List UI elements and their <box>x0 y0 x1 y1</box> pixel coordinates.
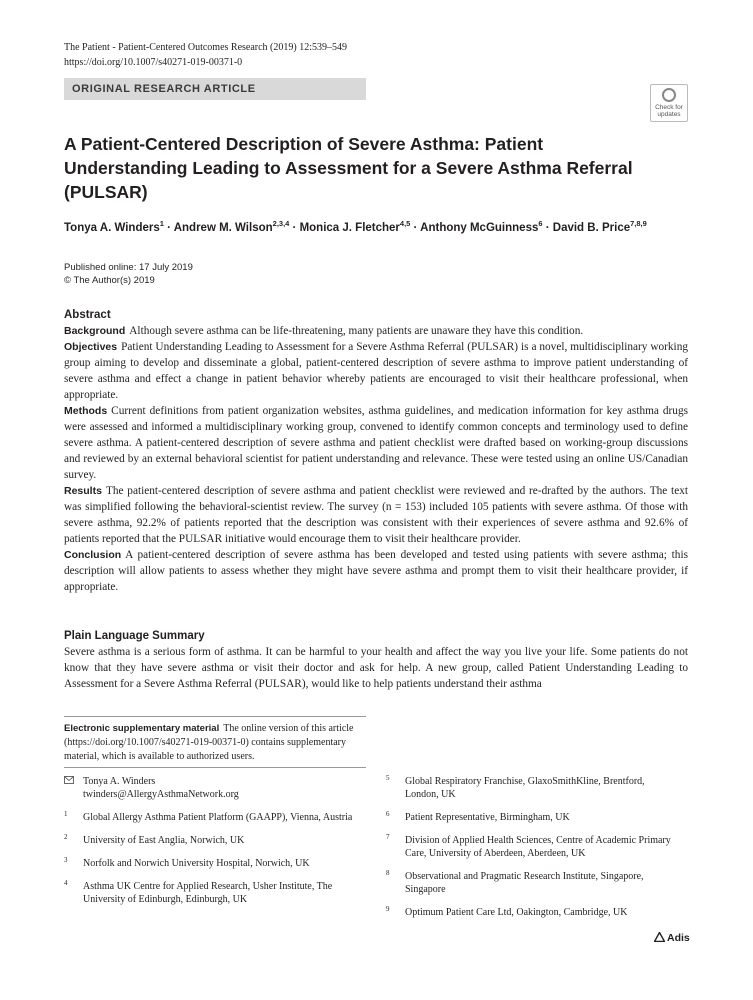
publisher-name: Adis <box>667 932 690 944</box>
footnote-divider <box>64 716 366 717</box>
doi-link[interactable]: https://doi.org/10.1007/s40271-019-00371-0 <box>64 57 243 68</box>
affiliation-item: 4 Asthma UK Centre for Applied Research, Usher Institute, The University of Edinburgh, Edinburgh, UK <box>64 879 333 905</box>
adis-triangle-icon <box>654 932 665 942</box>
author-list <box>64 219 647 234</box>
publication-info <box>64 261 193 287</box>
badge-line2: updates <box>657 111 681 118</box>
abstract <box>64 307 688 595</box>
author-separator: · <box>410 221 421 234</box>
affiliation-item: 2 University of East Anglia, Norwich, UK <box>64 833 245 846</box>
author[interactable]: David B. Price$^{7,8,9}$ <box>552 219 647 234</box>
abstract-heading: Abstract <box>64 309 111 321</box>
abstract-background: Background Although severe asthma can be life-threatening, many patients are unaware they have this condition. <box>64 325 584 337</box>
supplementary-material-note <box>64 722 364 764</box>
affiliation-item: 7 Division of Applied Health Sciences, Centre of Academic Primary Care, University of Aberdeen, Aberdeen, UK <box>386 833 671 859</box>
pls-text: Severe asthma is a serious form of asthma. It can be harmful to your health and affect the way you live your life. Some patients do not know that they have severe asthma or visit their doctor and ask for help. A new group, called Patient Understanding Leading to Assessment for a Severe Asthma Referral (PULSAR), would like to help patients understand their asthma <box>64 646 688 690</box>
check-updates-icon <box>662 88 676 102</box>
plain-language-summary <box>64 628 688 692</box>
affiliations-right <box>386 775 676 929</box>
affiliation-item: 6 Patient Representative, Birmingham, UK <box>386 810 570 823</box>
abstract-methods: Methods Current definitions from patient organization websites, asthma guidelines, and medication information for key asthma drugs were assessed and informed a multidisciplinary working group, convened to identify common concepts and terminology used to define severe asthma. A patient-centered description of severe asthma and patient checklist were drafted based on working-group discussions and reviewed by an external behavioral scientist for patient understanding and relevance. These were tested using an online US/Canadian survey. <box>64 405 688 481</box>
affiliation-item: 3 Norfolk and Norwich University Hospital, Norwich, UK <box>64 856 310 869</box>
abstract-objectives: Objectives Patient Understanding Leading to Assessment for a Severe Asthma Referral (PULSAR) is a novel, multidisciplinary working group aiming to develop and disseminate a global, patient-centered description of severe asthma to improve patient understanding of severe asthma and effect a change in patient behavior whereby patients are encouraged to visit their healthcare professional, when appropriate. <box>64 341 688 401</box>
journal-citation <box>64 40 347 70</box>
article-title: A Patient-Centered Description of Severe Asthma: Patient Understanding Leading to Assessment for a Severe Asthma Referral (PULSAR) <box>64 134 633 202</box>
author[interactable]: Andrew M. Wilson$^{2,3,4}$ <box>173 219 290 234</box>
abstract-conclusion: Conclusion A patient-centered description of severe asthma has been developed and tested using patients with severe asthma; this description will allow patients to assess whether they might have severe asthma and prompt them to visit their healthcare provider, if appropriate. <box>64 549 688 593</box>
envelope-icon <box>64 776 74 784</box>
esm-text[interactable]: The online version of this article (https://doi.org/10.1007/s40271-019-00371-0) contains supplementary material, which is available to authorized users. <box>64 723 354 762</box>
abstract-results: Results The patient-centered description of severe asthma and patient checklist were reviewed and re-drafted by the authors. The text was simplified following the behavioral-scientist review. The survey (n = 153) included 105 patients with severe asthma. Of those with severe asthma, 92.2% of patients reported that the description was consistent with their experiences of severe asthma and 92.6% of patients reported that the PULSAR initiative would encourage them to visit their healthcare provider. <box>64 485 688 545</box>
author-separator: · <box>163 221 174 234</box>
esm-lead: Electronic supplementary material <box>64 723 220 734</box>
publisher-logo <box>654 932 690 944</box>
copyright: © The Author(s) 2019 <box>64 275 155 286</box>
correspondence <box>64 775 354 801</box>
affiliation-item: 9 Optimum Patient Care Ltd, Oakington, Cambridge, UK <box>386 905 628 918</box>
badge-line1: Check for <box>655 104 683 111</box>
author-separator: · <box>289 221 300 234</box>
correspondence-name: Tonya A. Winders <box>83 776 156 787</box>
affiliation-item: 1 Global Allergy Asthma Patient Platform (GAAPP), Vienna, Austria <box>64 810 353 823</box>
affiliations-left <box>64 775 354 916</box>
affiliation-item: 8 Observational and Pragmatic Research Institute, Singapore, Singapore <box>386 869 644 895</box>
check-for-updates-badge[interactable] <box>650 84 688 122</box>
affiliations-divider <box>64 767 366 768</box>
journal-reference: The Patient - Patient-Centered Outcomes Research (2019) 12:539–549 <box>64 42 347 53</box>
author[interactable]: Tonya A. Winders$^1$ <box>64 219 164 234</box>
author[interactable]: Anthony McGuinness$^6$ <box>420 219 543 234</box>
pls-heading: Plain Language Summary <box>64 630 205 642</box>
correspondence-email[interactable]: twinders@AllergyAsthmaNetwork.org <box>83 789 239 800</box>
affiliation-item: 5 Global Respiratory Franchise, GlaxoSmithKline, Brentford, London, UK <box>386 774 645 800</box>
author[interactable]: Monica J. Fletcher$^{4,5}$ <box>299 219 411 234</box>
published-online-date: Published online: 17 July 2019 <box>64 262 193 273</box>
article-type-banner: ORIGINAL RESEARCH ARTICLE <box>64 78 366 100</box>
author-separator: · <box>542 221 553 234</box>
